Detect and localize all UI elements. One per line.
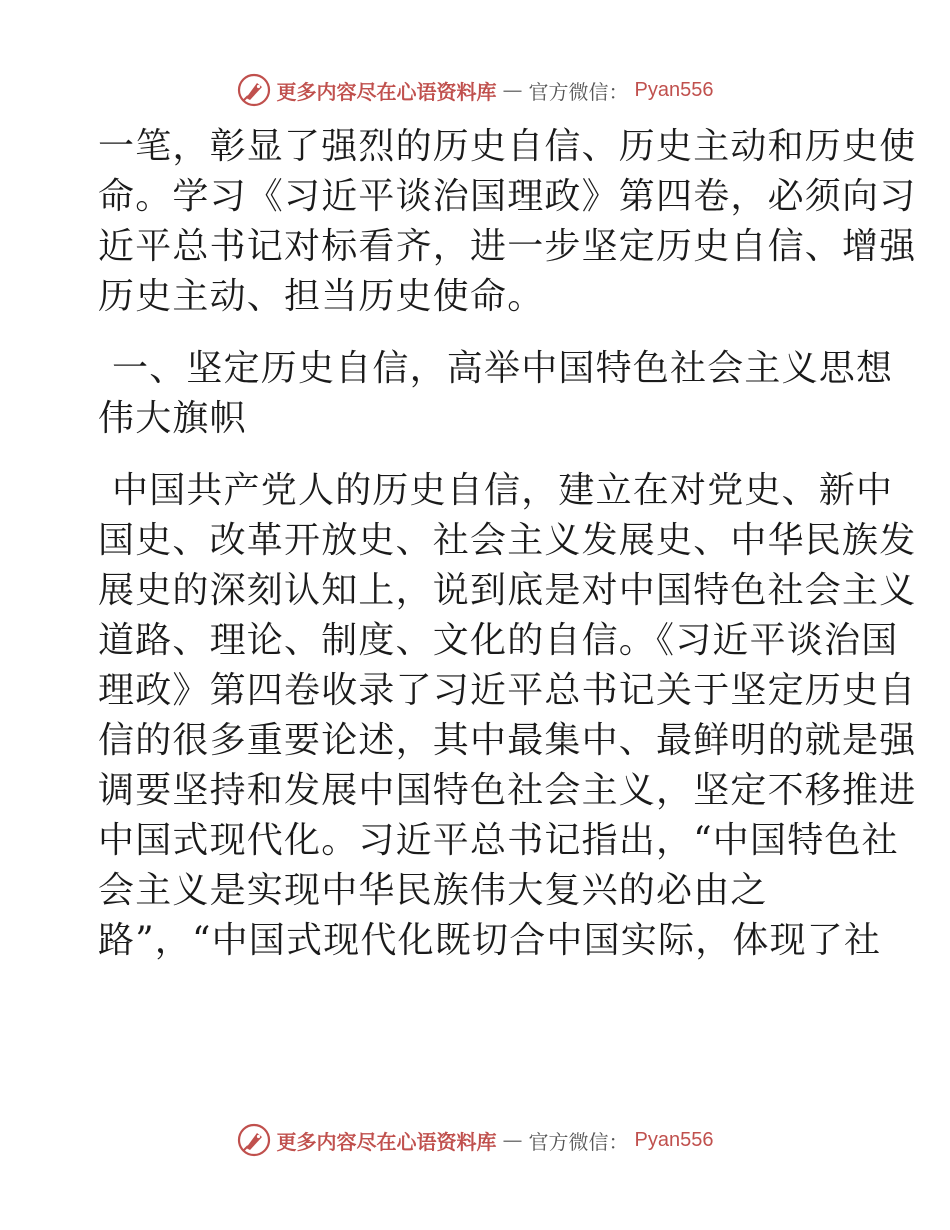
banner-dash: — <box>502 1128 523 1152</box>
banner-wechat-label: 官方微信： <box>528 79 629 104</box>
header-watermark <box>0 70 950 110</box>
text-line: 国史、改革开放史、社会主义发展史、中华民族发 <box>98 520 917 561</box>
section-heading <box>98 344 894 444</box>
text-line: 会主义是实现中华民族伟大复兴的必由之 <box>98 870 768 911</box>
paragraph-2 <box>98 466 917 966</box>
footer-watermark <box>0 1120 950 1160</box>
banner-dash: — <box>502 78 523 102</box>
pen-nib-logo-icon <box>237 1123 271 1157</box>
document-body <box>98 122 917 966</box>
text-line: 近平总书记对标看齐，进一步坚定历史自信、增强 <box>98 226 917 267</box>
banner-wechat-id: Pyan556 <box>634 1128 714 1151</box>
banner-wechat-id: Pyan556 <box>634 78 714 101</box>
text-line: 命。学习《习近平谈治国理政》第四卷，必须向习 <box>98 176 917 217</box>
heading-line: 伟大旗帜 <box>98 398 247 439</box>
text-line: 道路、理论、制度、文化的自信。《习近平谈治国 <box>98 620 899 661</box>
pen-nib-logo-icon <box>237 73 271 107</box>
text-line: 展史的深刻认知上，说到底是对中国特色社会主义 <box>98 570 917 611</box>
text-line: 调要坚持和发展中国特色社会主义，坚定不移推进 <box>98 770 917 811</box>
text-line: 中国式现代化。习近平总书记指出，“中国特色社 <box>98 820 899 861</box>
text-line: 路”，“中国式现代化既切合中国实际，体现了社 <box>98 920 882 961</box>
paragraph-1 <box>98 122 917 322</box>
banner-wechat-label: 官方微信： <box>528 1129 629 1154</box>
text-line: 理政》第四卷收录了习近平总书记关于坚定历史自 <box>98 670 917 711</box>
text-line: 一笔，彰显了强烈的历史自信、历史主动和历史使 <box>98 126 917 167</box>
heading-line: 一、坚定历史自信，高举中国特色社会主义思想 <box>112 348 894 389</box>
banner-text: 更多内容尽在心语资料库 <box>276 79 497 104</box>
text-line: 信的很多重要论述，其中最集中、最鲜明的就是强 <box>98 720 917 761</box>
banner-text: 更多内容尽在心语资料库 <box>276 1129 497 1154</box>
text-line: 中国共产党人的历史自信，建立在对党史、新中 <box>112 470 894 511</box>
text-line: 历史主动、担当历史使命。 <box>98 276 545 317</box>
